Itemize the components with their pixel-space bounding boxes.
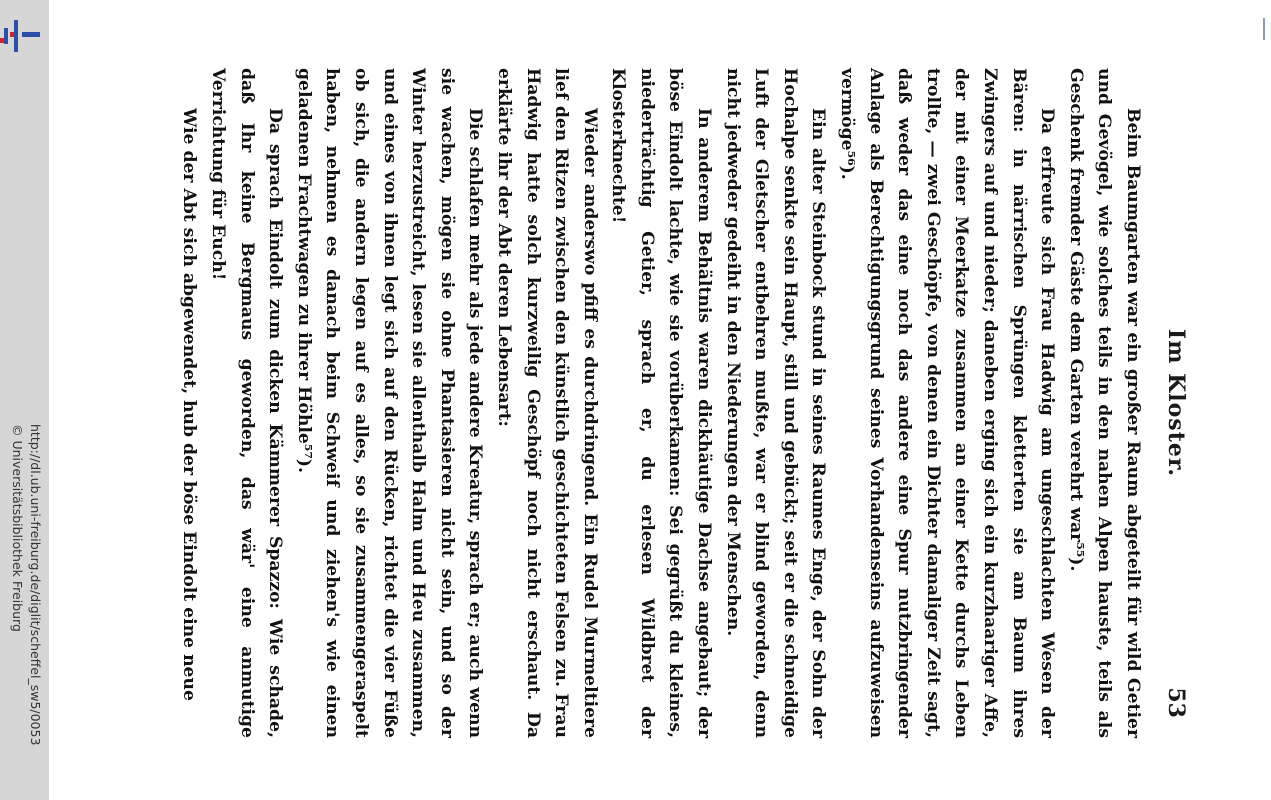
viewer-sidebar xyxy=(0,0,49,800)
paragraph: Wie der Abt sich abgewendet, hub der böse Eindolt eine neue xyxy=(179,108,200,701)
source-credit xyxy=(8,424,44,784)
running-head xyxy=(1147,68,1195,738)
paragraph: Da sprach Eindolt zum dicken Kämmerer Spazzo: Wie schade, daß Ihr keine Bergmaus geworden, das wär' eine anmutige Verrichtung für Euch! xyxy=(208,68,286,738)
source-url-link[interactable]: http://dl.ub.uni-freiburg.de/diglit/scheffel_sw5/0053 xyxy=(28,424,43,746)
paragraph: Ein alter Steinbock stund in seines Raumes Enge, der Sohn der Hochalpe senkte sein Haupt, still und gebückt; seit er die schneidige Luft der Gletscher entbehren mußte, war er blind geworden, denn nicht jedweder gedeiht in den Niederungen der Menschen. xyxy=(722,68,829,738)
paragraph: Beim Baumgarten war ein großer Raum abgeteilt für wild Getier und Gevögel, wie solches teils in den nahen Alpen hauste, teils als Geschenk fremder Gäste dem Garten verehrt war⁵⁵). xyxy=(1065,68,1143,738)
scanned-page xyxy=(155,68,1195,738)
paragraph: Da erfreute sich Frau Hadwig am ungeschlachten Wesen der Bären: in närrischen Sprüngen kletterten sie am Baum ihres Zwingers auf und nieder; daneben erging sich ein kurzhaariger Affe, der mit einer Meerkatze zusammen an einer Kette durchs Leben trollte, — zwei Geschöpfe, von denen ein Dichter damaliger Zeit sagt, daß weder das eine noch das andere eine Spur nutzbringender Anlage als Berechtigungsgrund seines Vorhandenseins aufzuweisen vermöge⁵⁶). xyxy=(837,68,1058,738)
page-body xyxy=(175,68,1147,738)
page-number: 53 xyxy=(1163,687,1189,718)
paragraph: Wieder anderswo pfiff es durchdringend. Ein Rudel Murmeltiere lief den Ritzen zwischen den künstlich geschichteten Felsen zu. Frau Hadwig hatte solch kurzweilig Geschöpf noch nicht erschaut. Da erklärte ihr der Abt deren Lebensart: xyxy=(493,68,600,738)
copyright-notice: © Universitätsbibliothek Freiburg xyxy=(10,424,25,632)
ub-freiburg-logo-icon[interactable] xyxy=(0,18,44,54)
page-edge-marker xyxy=(1263,18,1265,40)
running-title: Im Kloster. xyxy=(1163,328,1189,478)
paragraph: In anderem Behältnis waren dickhäutige Dachse angebaut; der böse Eindolt lachte, wie sie vorüberkamen: Sei gegrüßt du kleines, niederträchtig Getier, sprach er, du erlesen Wildbret der Klosterknechte! xyxy=(608,68,715,738)
paragraph: Die schlafen mehr als jede andere Kreatur, sprach er; auch wenn sie wachen, mögen sie ohne Phantasieren nicht sein, und so der Winter herzustreicht, lesen sie allenthalb Halm und Heu zusammen, und eines von ihnen legt sich auf den Rücken, richtet die vier Füße ob sich, die andern legen auf es alles, so sie zusammengeraspelt haben, nehmen es danach beim Schweif und ziehen's wie einen geladenen Frachtwagen zu ihrer Höhle⁵⁷). xyxy=(293,68,486,738)
